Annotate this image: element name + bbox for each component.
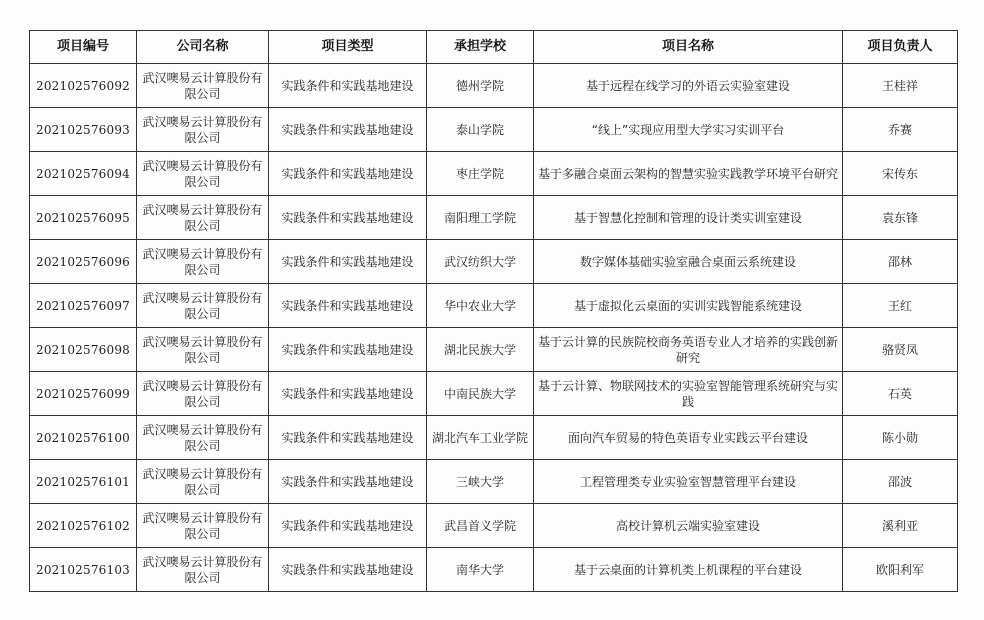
table-header-row: [30, 31, 958, 64]
header-company: 公司名称: [137, 31, 269, 64]
cell-company: 武汉噢易云计算股份有限公司: [137, 460, 269, 504]
cell-project-type: 实践条件和实践基地建设: [269, 64, 427, 108]
table-row: [30, 108, 958, 152]
cell-project-id: 202102576097: [30, 284, 137, 328]
table-row: [30, 372, 958, 416]
cell-school: 湖北汽车工业学院: [427, 416, 534, 460]
cell-leader: 溪利亚: [843, 504, 958, 548]
header-project-id: 项目编号: [30, 31, 137, 64]
cell-leader: 王红: [843, 284, 958, 328]
cell-company: 武汉噢易云计算股份有限公司: [137, 196, 269, 240]
cell-project-type: 实践条件和实践基地建设: [269, 152, 427, 196]
cell-project-name: 基于云计算的民族院校商务英语专业人才培养的实践创新研究: [534, 328, 843, 372]
cell-company: 武汉噢易云计算股份有限公司: [137, 328, 269, 372]
cell-project-type: 实践条件和实践基地建设: [269, 328, 427, 372]
cell-school: 三峡大学: [427, 460, 534, 504]
cell-project-name: 基于多融合桌面云架构的智慧实验实践教学环境平台研究: [534, 152, 843, 196]
cell-school: 南华大学: [427, 548, 534, 592]
cell-project-name: 面向汽车贸易的特色英语专业实践云平台建设: [534, 416, 843, 460]
cell-leader: 骆贤凤: [843, 328, 958, 372]
table-row: [30, 328, 958, 372]
cell-project-type: 实践条件和实践基地建设: [269, 284, 427, 328]
cell-project-name: 基于云计算、物联网技术的实验室智能管理系统研究与实践: [534, 372, 843, 416]
cell-school: 泰山学院: [427, 108, 534, 152]
cell-leader: 邵波: [843, 460, 958, 504]
cell-company: 武汉噢易云计算股份有限公司: [137, 108, 269, 152]
cell-leader: 王桂祥: [843, 64, 958, 108]
cell-leader: 石英: [843, 372, 958, 416]
cell-project-name: 高校计算机云端实验室建设: [534, 504, 843, 548]
cell-company: 武汉噢易云计算股份有限公司: [137, 284, 269, 328]
cell-company: 武汉噢易云计算股份有限公司: [137, 64, 269, 108]
cell-company: 武汉噢易云计算股份有限公司: [137, 548, 269, 592]
cell-project-id: 202102576098: [30, 328, 137, 372]
cell-school: 中南民族大学: [427, 372, 534, 416]
cell-school: 湖北民族大学: [427, 328, 534, 372]
table-row: [30, 416, 958, 460]
cell-project-id: 202102576102: [30, 504, 137, 548]
table-row: [30, 240, 958, 284]
cell-project-id: 202102576095: [30, 196, 137, 240]
cell-project-id: 202102576092: [30, 64, 137, 108]
cell-project-name: 基于智慧化控制和管理的设计类实训室建设: [534, 196, 843, 240]
cell-company: 武汉噢易云计算股份有限公司: [137, 240, 269, 284]
cell-leader: 乔赛: [843, 108, 958, 152]
table-row: [30, 64, 958, 108]
cell-school: 武昌首义学院: [427, 504, 534, 548]
table-row: [30, 152, 958, 196]
table-row: [30, 284, 958, 328]
cell-project-type: 实践条件和实践基地建设: [269, 196, 427, 240]
cell-company: 武汉噢易云计算股份有限公司: [137, 372, 269, 416]
project-table: [29, 30, 958, 592]
cell-school: 德州学院: [427, 64, 534, 108]
table-row: [30, 196, 958, 240]
cell-project-id: 202102576094: [30, 152, 137, 196]
cell-project-name: 基于虚拟化云桌面的实训实践智能系统建设: [534, 284, 843, 328]
table-row: [30, 460, 958, 504]
cell-project-type: 实践条件和实践基地建设: [269, 240, 427, 284]
cell-school: 武汉纺织大学: [427, 240, 534, 284]
cell-project-name: 数字媒体基础实验室融合桌面云系统建设: [534, 240, 843, 284]
table-body: [30, 64, 958, 592]
header-leader: 项目负责人: [843, 31, 958, 64]
cell-project-id: 202102576099: [30, 372, 137, 416]
cell-school: 华中农业大学: [427, 284, 534, 328]
cell-project-id: 202102576101: [30, 460, 137, 504]
cell-project-name: “线上”实现应用型大学实习实训平台: [534, 108, 843, 152]
cell-company: 武汉噢易云计算股份有限公司: [137, 152, 269, 196]
table-row: [30, 548, 958, 592]
cell-project-name: 工程管理类专业实验室智慧管理平台建设: [534, 460, 843, 504]
cell-leader: 邵林: [843, 240, 958, 284]
cell-project-type: 实践条件和实践基地建设: [269, 460, 427, 504]
cell-school: 南阳理工学院: [427, 196, 534, 240]
cell-project-type: 实践条件和实践基地建设: [269, 416, 427, 460]
cell-company: 武汉噢易云计算股份有限公司: [137, 504, 269, 548]
cell-company: 武汉噢易云计算股份有限公司: [137, 416, 269, 460]
cell-leader: 宋传东: [843, 152, 958, 196]
cell-school: 枣庄学院: [427, 152, 534, 196]
cell-leader: 袁东锋: [843, 196, 958, 240]
cell-project-type: 实践条件和实践基地建设: [269, 372, 427, 416]
cell-project-id: 202102576100: [30, 416, 137, 460]
cell-leader: 欧阳利军: [843, 548, 958, 592]
header-project-name: 项目名称: [534, 31, 843, 64]
cell-project-id: 202102576093: [30, 108, 137, 152]
header-project-type: 项目类型: [269, 31, 427, 64]
cell-project-name: 基于云桌面的计算机类上机课程的平台建设: [534, 548, 843, 592]
table-row: [30, 504, 958, 548]
header-school: 承担学校: [427, 31, 534, 64]
cell-project-type: 实践条件和实践基地建设: [269, 504, 427, 548]
cell-project-id: 202102576103: [30, 548, 137, 592]
cell-project-id: 202102576096: [30, 240, 137, 284]
cell-project-name: 基于远程在线学习的外语云实验室建设: [534, 64, 843, 108]
cell-project-type: 实践条件和实践基地建设: [269, 548, 427, 592]
cell-project-type: 实践条件和实践基地建设: [269, 108, 427, 152]
cell-leader: 陈小勋: [843, 416, 958, 460]
